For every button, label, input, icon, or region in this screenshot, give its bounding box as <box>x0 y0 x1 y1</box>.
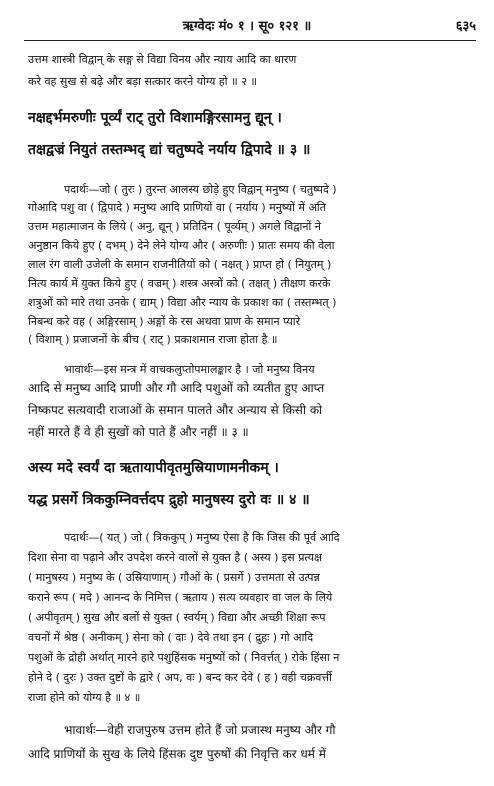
text-line: करे वह सुख से बढ़े और बड़ा सत्कार करने योग्य हो ॥ २ ॥ <box>28 75 258 88</box>
text-line: निष्कपट सत्यवादी राजाओं के समान पालते और अन्याय से किसी को <box>28 403 323 417</box>
page-number: ६३५ <box>455 19 476 34</box>
text-line: होने दे ( दुरः ) उक्त दुष्टों के द्वारे ( अप, वः ) बन्द कर देवे ( ह ) वही चक्रवर्त्ती <box>28 671 332 684</box>
text-line: ( मानुषस्य ) मनुष्य के ( उस्रियाणाम् ) गौओं के ( प्रसर्गे ) उत्तमता से उत्पन्न <box>28 571 320 584</box>
text-line: राजा होने को योग्य है ॥ ४ ॥ <box>28 691 141 704</box>
bhavartha-heading-line: भावार्थः—वेही राजपुरुष उत्तम होते हैं जो प्रजास्थ मनुष्य और गौ <box>64 723 336 737</box>
page-header <box>0 16 494 38</box>
text-line: आदि प्राणियों के सुख के लिये हिंसक दुष्ट पुरुषों की निवृत्ति कर धर्म में <box>28 747 326 761</box>
padartha-heading-line: पदार्थः—( यत् ) जो ( त्रिककुप् ) मनुष्य ऐसा है कि जिस की पूर्व आदि <box>64 531 340 544</box>
text-line: उत्तम शास्त्री विद्वान् के सङ्ग से विद्या विनय और न्याय आदि का धारण <box>28 53 297 66</box>
header-rule <box>24 40 476 41</box>
bhavartha-heading-line: भावार्थः—इस मन्त्र में वाचकलुप्तोपमालङ्कार है । जो मनुष्य विनय <box>64 363 315 376</box>
text-line: गोआदि पशु वा ( द्विपादे ) मनुष्य आदि प्राणियों वा ( नर्याय ) मनुष्यों में अति <box>28 201 327 214</box>
text-line: नित्य कार्य में युक्त किये हुए ( वज्रम् ) शस्त्र अस्त्रों को ( तक्षत् ) तीक्षण करके <box>28 277 331 290</box>
text-line: नहीं मारते हैं वे ही सुखों को पाते हैं और नहीं ॥ ३ ॥ <box>28 425 249 439</box>
text-line: ( अपीवृतम् ) सुख और बलों से युक्त ( स्वर्यम् ) विद्या और अच्छी शिक्षा रूप <box>28 611 326 624</box>
text-line: वचनों में श्रेष्ठ ( अनीकम् ) सेना को ( दाः ) देवे तथा इन ( द्रुहः ) गो आदि <box>28 631 314 644</box>
text-line: पशुओं के द्रोही अर्थात् मारने हारे पशुहिंसक मनुष्यों को ( निवर्त्तत् ) रोके हिंसा न <box>28 651 340 664</box>
text-line: ( विशाम् ) प्रजाजनों के बीच ( राट् ) प्रकाशमान राजा होता है ॥ <box>28 333 278 346</box>
mantra-line: अस्य मदे स्वर्यं दा ऋतायापीवृतमुस्रियाणामनीकम् । <box>28 460 279 476</box>
mantra-line: तक्षद्वज्रं नियुतं तस्तम्भद् द्यां चतुष्पदे नर्याय द्विपादे ॥ ३ ॥ <box>28 142 311 158</box>
mantra-line: नक्षद्दर्भमरुणीः पूर्व्यं राट् तुरो विशामङ्गिरसामनु द्यून् । <box>28 110 282 126</box>
text-line: लाल रंग वाली उजेली के समान राजनीतियों को ( नक्षत् ) प्राप्त हो ( नियुतम् ) <box>28 258 332 271</box>
running-title: ऋग्वेदः मं० १ । सू० १२१ ॥ <box>182 19 312 34</box>
text-line: उत्तम महात्माजन के लिये ( अनु, द्यून् ) प्रतिदिन ( पूर्व्यम् ) अगले विद्वानों ने <box>28 220 321 233</box>
padartha-heading-line: पदार्थः—जो ( तुरः ) तुरन्त आलस्य छोड़े हुए विद्वान् मनुष्य ( चतुष्पदे ) <box>64 183 337 196</box>
text-line: शत्रुओं को मारे तथा उनके ( द्याम् ) विद्या और न्याय के प्रकाश का ( तस्तम्भत् ) <box>28 296 337 309</box>
text-line: दिशा सेना वा पढ़ाने और उपदेश करने वालों से युक्त है ( अस्य ) इस प्रत्यक्ष <box>28 551 322 564</box>
mantra-line: यद्ध प्रसर्गे त्रिककुम्निवर्त्तदप द्रुहो मानुषस्य दुरो वः ॥ ४ ॥ <box>28 492 310 508</box>
text-line: निबन्ध करे वह ( अङ्गिरसाम् ) अङ्गों के रस अथवा प्राण के समान प्यारे <box>28 315 301 328</box>
text-line: आदि से मनुष्य आदि प्राणी और गौ आदि पशुओं को व्यतीत हुए आप्त <box>28 381 325 395</box>
text-line: कराने रूप ( मदे ) आनन्द के निमित्त ( ऋताय ) सत्य व्यवहार वा जल के लिये <box>28 591 333 604</box>
text-line: अनुष्ठान किये हुए ( दभम् ) देने लेने योग्य और ( अरुणीः ) प्रातः समय की वेला <box>28 239 335 252</box>
